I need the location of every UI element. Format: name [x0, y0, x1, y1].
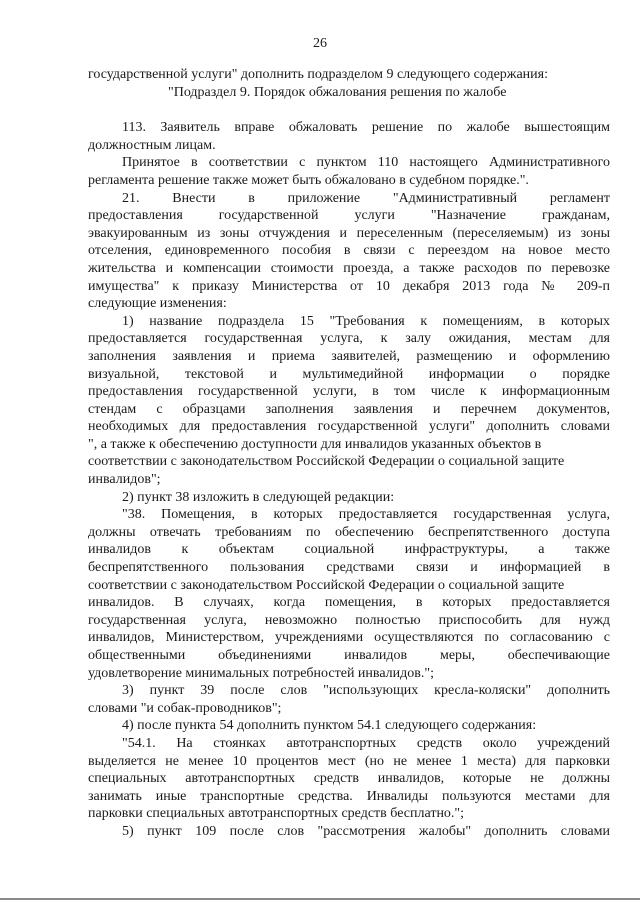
text-line: инвалидов";: [88, 472, 161, 488]
paragraph-gap: [88, 101, 610, 119]
text-line: регламента решение также может быть обжаловано в судебном порядке.".: [88, 172, 529, 188]
section-heading: "Подраздел 9. Порядок обжалования решения по жалобе: [168, 84, 507, 100]
text-line: должностным лицам.: [88, 137, 216, 153]
text-line: соответствии с законодательством Российской Федерации о социальной защите: [88, 577, 565, 593]
text-line: предоставляется государственная услуга, к залу ожидания, местам для: [88, 331, 610, 347]
text-line: занимать иные транспортные средства. Инвалиды пользуются местами для: [88, 788, 610, 804]
text-line: удовлетворение минимальных потребностей инвалидов.";: [88, 665, 434, 681]
text-line: 1) название подраздела 15 "Требования к помещениям, в которых: [122, 313, 610, 329]
text-line: отселения, единовременного пособия в связи с переездом на новое место: [88, 243, 610, 259]
text-line: предоставления государственной услуги "Назначение гражданам,: [88, 208, 610, 224]
text-line: 2) пункт 38 изложить в следующей редакции:: [122, 489, 395, 505]
text-line: "38. Помещения, в которых предоставляется государственная услуга,: [122, 507, 610, 523]
text-line: специальных автотранспортных средств инвалидов, которые не должны: [88, 771, 610, 787]
text-line: государственная услуга, невозможно полностью приспособить для нужд: [88, 612, 610, 628]
text-line: визуальной, текстовой и мультимедийной информации о порядке: [88, 366, 610, 382]
text-line: общественными объединениями инвалидов меры, обеспечивающие: [88, 648, 610, 663]
text-line: инвалидов к объектам социальной инфраструктуры, а также: [88, 542, 610, 558]
text-line: стендам с образцами заполнения заявления и перечнем документов,: [88, 401, 610, 417]
text-line: необходимых для предоставления государственной услуги" дополнить словами: [88, 419, 610, 435]
text-line: заполнения заявления и приема заявителей, размещению и оформлению: [88, 348, 610, 364]
text-line: 113. Заявитель вправе обжаловать решение по жалобе вышестоящим: [122, 120, 610, 136]
text-line: должны отвечать требованиям по обеспечению беспрепятственного доступа: [88, 524, 610, 540]
text-line: 21. Внести в приложение "Административный регламент: [122, 190, 610, 206]
bottom-edge-line: [0, 898, 640, 900]
text-line: инвалидов. В случаях, когда помещения, в которых предоставляется: [88, 595, 610, 611]
text-line: "54.1. На стоянках автотранспортных средств около учреждений: [122, 735, 610, 751]
text-line: выделяется не менее 10 процентов мест (но не менее 1 места) для парковки: [88, 753, 610, 769]
text-line: эвакуированным из зоны отчуждения и переселенным (переселяемым) из зоны: [88, 225, 610, 241]
text-line: 3) пункт 39 после слов "использующих кресла-коляски" дополнить: [122, 683, 610, 699]
text-line: ", а также к обеспечению доступности для инвалидов указанных объектов в: [88, 436, 542, 452]
text-line: парковки специальных автотранспортных средств бесплатно.";: [88, 806, 465, 822]
text-line: следующие изменения:: [88, 296, 227, 312]
text-line: 4) после пункта 54 дополнить пунктом 54.1 следующего содержания:: [122, 718, 537, 734]
text-line: беспрепятственного пользования средствами связи и информацией в: [88, 560, 610, 576]
document-body: [88, 66, 610, 841]
text-line: соответствии с законодательством Российской Федерации о социальной защите: [88, 454, 565, 470]
text-line: предоставления государственной услуги, в том числе к информационным: [88, 384, 610, 400]
text-line: жительства и компенсации стоимости проезда, а также расходов по перевозке: [88, 260, 610, 276]
text-line: Принятое в соответствии с пунктом 110 настоящего Административного: [122, 155, 610, 171]
text-line: инвалидов, Министерством, учреждениями осуществляются по согласованию с: [88, 630, 610, 646]
text-line: 5) пункт 109 после слов "рассмотрения жалобы" дополнить словами: [122, 823, 610, 839]
page-number: 26: [313, 36, 327, 51]
text-line: словами "и собак-проводников";: [88, 700, 282, 716]
text-line: имущества" к приказу Министерства от 10 декабря 2013 года № 209-п: [88, 278, 610, 294]
text-line: государственной услуги" дополнить подразделом 9 следующего содержания:: [88, 67, 548, 82]
